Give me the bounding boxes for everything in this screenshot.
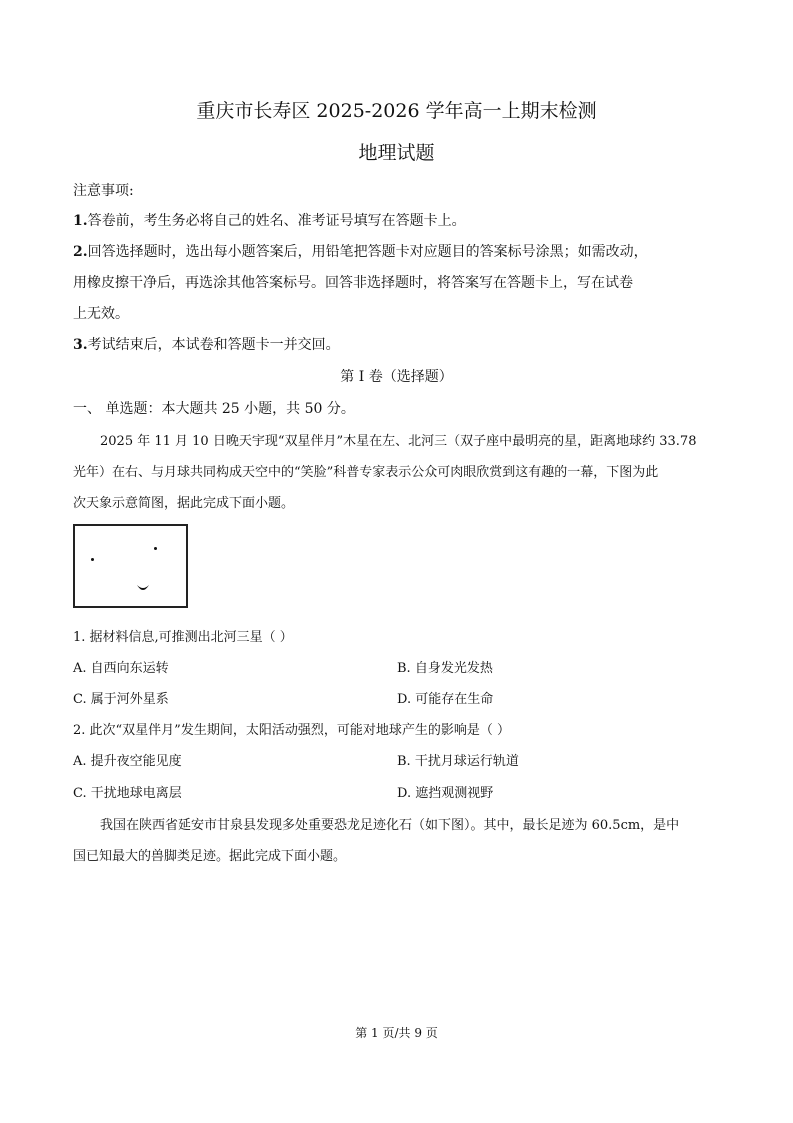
q2-option-a: A. 提升夜空能见度 [73, 754, 182, 769]
notes-item-2-line-2: 用橡皮擦干净后，再选涂其他答案标号。回答非选择题时，将答案写在答题卡上，写在试卷 [73, 275, 633, 291]
q1-option-a: A. 自西向东运转 [73, 661, 169, 676]
passage1-line-2: 光年）在右、与月球共同构成天空中的“笑脸”科普专家表示公众可肉眼欣赏到这有趣的一幕，下图为此 [73, 465, 659, 480]
passage2-line-1: 我国在陕西省延安市甘泉县发现多处重要恐龙足迹化石（如下图）。其中，最长足迹为 60.5cm，是中 [100, 818, 680, 833]
q2-option-c: C. 干扰地球电离层 [73, 786, 182, 801]
passage2-line-2: 国已知最大的兽脚类足迹。据此完成下面小题。 [73, 849, 347, 864]
q2-stem: 2. 此次“双星伴月”发生期间，太阳活动强烈，可能对地球产生的影响是（ ） [73, 723, 510, 738]
q2-option-d: D. 遮挡观测视野 [397, 786, 494, 801]
sky-diagram [73, 524, 188, 608]
crescent-moon-icon [136, 583, 150, 595]
q2-option-b: B. 干扰月球运行轨道 [397, 754, 519, 769]
notes-item-2-line-3: 上无效。 [73, 306, 129, 322]
notes-item-1: 1.答卷前，考生务必将自己的姓名、准考证号填写在答题卡上。 [73, 213, 466, 229]
exam-subject: 地理试题 [358, 142, 435, 164]
section-heading: 一、 单选题：本大题共 25 小题，共 50 分。 [73, 401, 355, 417]
notes-heading: 注意事项: [73, 183, 134, 199]
page-number: 第 1 页/共 9 页 [355, 1026, 438, 1040]
notes-item-3: 3.考试结束后，本试卷和答题卡一并交回。 [73, 337, 340, 353]
jupiter-dot [91, 558, 94, 561]
q1-stem: 1. 据材料信息,可推测出北河三星（ ） [73, 630, 293, 645]
q1-option-b: B. 自身发光发热 [397, 661, 493, 676]
notes-item-2-line-1: 2.回答选择题时，选出每小题答案后，用铅笔把答题卡对应题目的答案标号涂黑；如需改动， [73, 244, 648, 260]
q1-option-d: D. 可能存在生命 [397, 692, 494, 707]
passage1-line-3: 次天象示意简图，据此完成下面小题。 [73, 496, 295, 511]
volume-heading: 第 I 卷（选择题） [340, 369, 453, 385]
q1-option-c: C. 属于河外星系 [73, 692, 169, 707]
exam-title: 重庆市长寿区 2025-2026 学年高一上期末检测 [196, 100, 597, 122]
pollux-dot [154, 547, 157, 550]
passage1-line-1: 2025 年 11 月 10 日晚天宇现“双星伴月”木星在左、北河三（双子座中最明亮的星，距离地球约 33.78 [100, 434, 697, 449]
